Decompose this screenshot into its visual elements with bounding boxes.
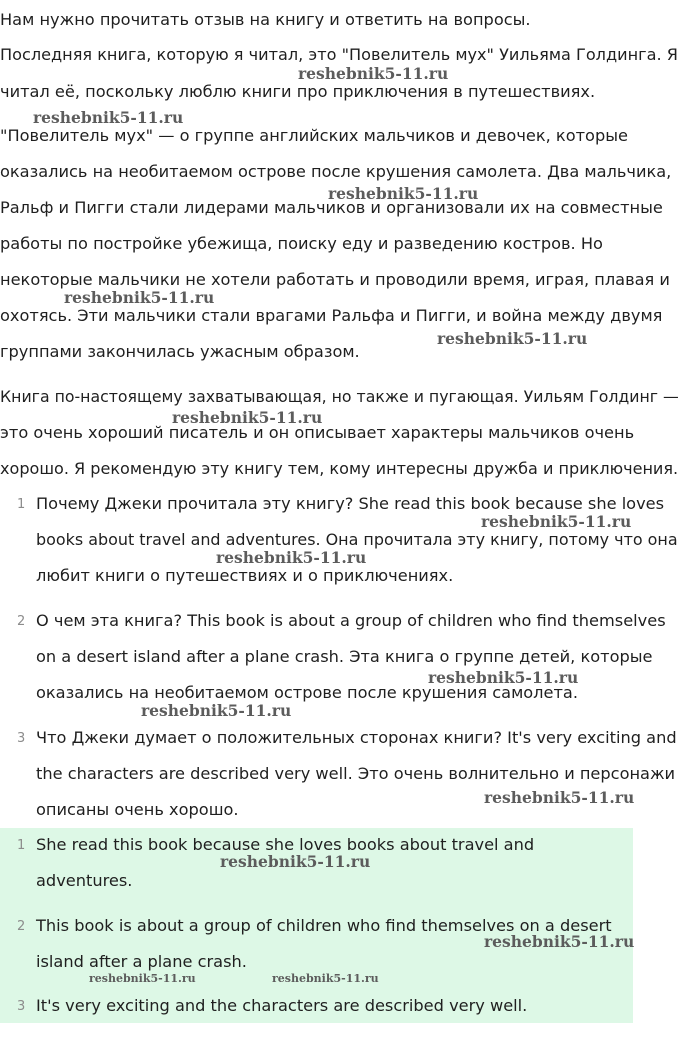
review-line: оказались на необитаемом острове после крушения самолета. Два мальчика, bbox=[0, 162, 672, 181]
question-line: описаны очень хорошо. bbox=[36, 800, 239, 819]
review-line: некоторые мальчики не хотели работать и проводили время, играя, плавая и bbox=[0, 270, 670, 289]
review-line: это очень хороший писатель и он описывает характеры мальчиков очень bbox=[0, 423, 635, 442]
question-line: the characters are described very well. Это очень волнительно и персонажи bbox=[36, 764, 676, 783]
watermark: reshebnik5-11.ru bbox=[481, 512, 632, 531]
question-line: Что Джеки думает о положительных сторонах книги? It's very exciting and bbox=[36, 728, 677, 747]
review-line: охотясь. Эти мальчики стали врагами Ральфа и Пигги, и война между двумя bbox=[0, 306, 663, 325]
watermark: reshebnik5-11.ru bbox=[298, 64, 449, 83]
watermark: reshebnik5-11.ru bbox=[484, 932, 635, 951]
answer-line: This book is about a group of children who find themselves on a desert bbox=[36, 916, 612, 935]
answer-line: island after a plane crash. bbox=[36, 952, 247, 971]
review-line: хорошо. Я рекомендую эту книгу тем, кому интересны дружба и приключения. bbox=[0, 459, 679, 478]
review-line: Ральф и Пигги стали лидерами мальчиков и организовали их на совместные bbox=[0, 198, 663, 217]
review-line: группами закончилась ужасным образом. bbox=[0, 342, 360, 361]
question-number: 2 bbox=[17, 614, 26, 629]
question-line: on a desert island after a plane crash. Эта книга о группе детей, которые bbox=[36, 647, 653, 666]
watermark: reshebnik5-11.ru bbox=[272, 972, 379, 985]
watermark: reshebnik5-11.ru bbox=[172, 408, 323, 427]
question-line: О чем эта книга? This book is about a group of children who find themselves bbox=[36, 611, 666, 630]
watermark: reshebnik5-11.ru bbox=[216, 548, 367, 567]
answer-line: She read this book because she loves books about travel and bbox=[36, 835, 535, 854]
review-line: "Повелитель мух" — о группе английских мальчиков и девочек, которые bbox=[0, 126, 628, 145]
answer-line: It's very exciting and the characters are described very well. bbox=[36, 996, 528, 1015]
watermark: reshebnik5-11.ru bbox=[141, 701, 292, 720]
watermark: reshebnik5-11.ru bbox=[328, 184, 479, 203]
answer-number: 2 bbox=[17, 919, 26, 934]
question-line: books about travel and adventures. Она прочитала эту книгу, потому что она bbox=[36, 530, 678, 549]
watermark: reshebnik5-11.ru bbox=[428, 668, 579, 687]
review-line: Последняя книга, которую я читал, это "Повелитель мух" Уильяма Голдинга. Я bbox=[0, 45, 678, 64]
question-line: оказались на необитаемом острове после крушения самолета. bbox=[36, 683, 578, 702]
question-number: 1 bbox=[17, 497, 26, 512]
watermark: reshebnik5-11.ru bbox=[437, 329, 588, 348]
review-line: читал её, поскольку люблю книги про приключения в путешествиях. bbox=[0, 82, 596, 101]
question-number: 3 bbox=[17, 731, 26, 746]
intro-text: Нам нужно прочитать отзыв на книгу и ответить на вопросы. bbox=[0, 10, 531, 29]
watermark: reshebnik5-11.ru bbox=[220, 852, 371, 871]
answer-line: adventures. bbox=[36, 871, 133, 890]
review-line: Книга по-настоящему захватывающая, но также и пугающая. Уильям Голдинг — bbox=[0, 387, 679, 406]
watermark: reshebnik5-11.ru bbox=[64, 288, 215, 307]
review-line: работы по постройке убежища, поиску еду и разведению костров. Но bbox=[0, 234, 603, 253]
question-line: Почему Джеки прочитала эту книгу? She read this book because she loves bbox=[36, 494, 665, 513]
question-line: любит книги о путешествиях и о приключениях. bbox=[36, 566, 454, 585]
watermark: reshebnik5-11.ru bbox=[33, 108, 184, 127]
watermark: reshebnik5-11.ru bbox=[89, 972, 196, 985]
answer-number: 3 bbox=[17, 999, 26, 1014]
watermark: reshebnik5-11.ru bbox=[484, 788, 635, 807]
answer-number: 1 bbox=[17, 838, 26, 853]
